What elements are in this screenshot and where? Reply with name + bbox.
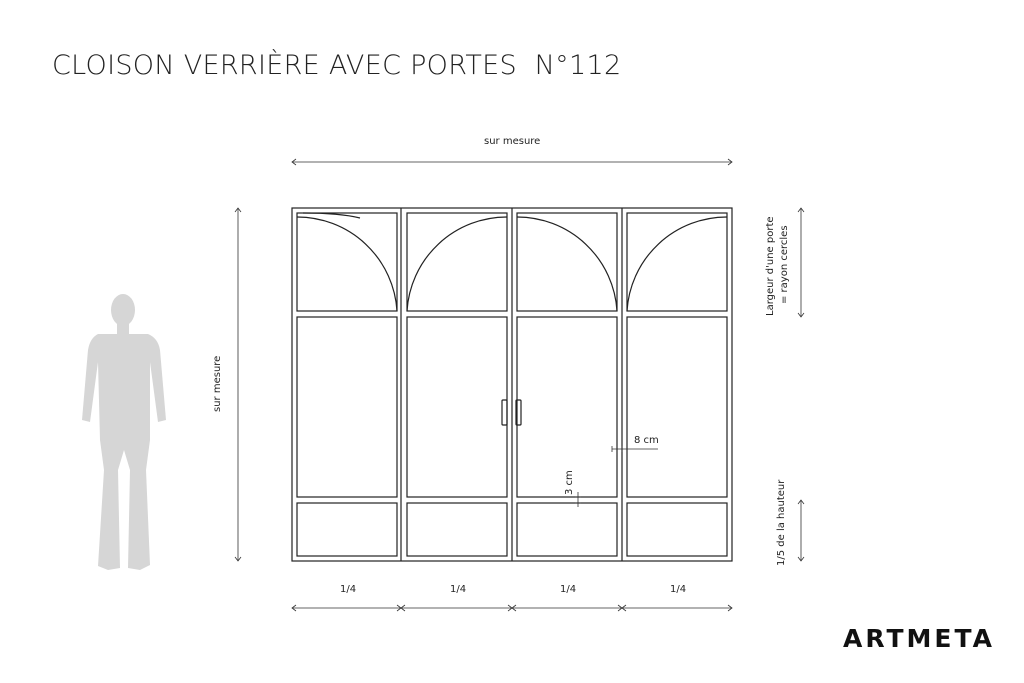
panel4-mid-glass bbox=[627, 317, 727, 497]
brand-logo: ARTMETA bbox=[843, 624, 995, 653]
panel1-top-glass bbox=[297, 213, 397, 311]
panel4-top-glass bbox=[627, 213, 727, 311]
panel4-arc bbox=[627, 217, 727, 311]
quarter-label-2: 1/4 bbox=[450, 584, 467, 595]
top-width-label: sur mesure bbox=[484, 136, 541, 147]
panel2-top-glass bbox=[407, 213, 507, 311]
door-width-label: Largeur d'une porte bbox=[765, 216, 776, 316]
lower-band-label: 1/5 de la hauteur bbox=[776, 479, 787, 566]
panel1-mid-glass bbox=[297, 317, 397, 497]
panel3-arc bbox=[517, 217, 617, 311]
quarter-label-3: 1/4 bbox=[560, 584, 577, 595]
panel3-bottom-glass bbox=[517, 503, 617, 556]
panel3-top-glass bbox=[517, 213, 617, 311]
panel2-bottom-glass bbox=[407, 503, 507, 556]
quarter-label-1: 1/4 bbox=[340, 584, 357, 595]
radius-label: = rayon cercles bbox=[779, 225, 790, 304]
human-silhouette bbox=[82, 294, 166, 570]
frame-width-label: 8 cm bbox=[634, 435, 659, 446]
panel1-arc bbox=[297, 217, 397, 311]
left-handle bbox=[502, 400, 507, 425]
page-title: CLOISON VERRIÈRE AVEC PORTES N°112 bbox=[52, 50, 622, 81]
quarter-label-4: 1/4 bbox=[670, 584, 687, 595]
height-label: sur mesure bbox=[212, 355, 223, 412]
panel4-bottom-glass bbox=[627, 503, 727, 556]
panel2-arc bbox=[407, 217, 507, 311]
frame-gap-label: 3 cm bbox=[564, 470, 575, 495]
panel1-bottom-glass bbox=[297, 503, 397, 556]
panel2-mid-glass bbox=[407, 317, 507, 497]
